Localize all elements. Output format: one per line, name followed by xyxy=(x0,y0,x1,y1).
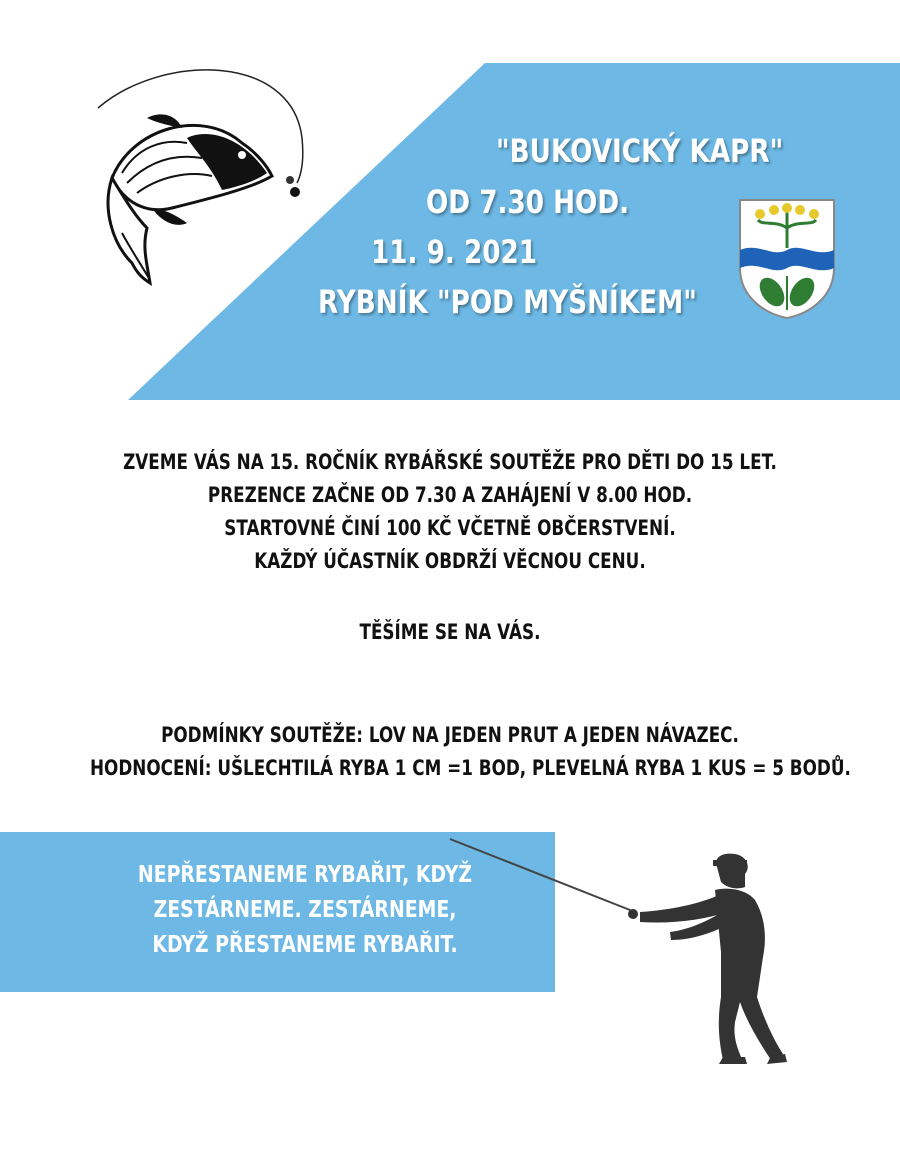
invitation-line: PREZENCE ZAČNE OD 7.30 A ZAHÁJENÍ V 8.00 HOD. xyxy=(207,483,693,507)
event-time: OD 7.30 HOD. xyxy=(426,183,630,221)
village-coat-of-arms-icon xyxy=(738,198,836,320)
rules-line: HODNOCENÍ: UŠLECHTILÁ RYBA 1 CM =1 BOD, PLEVELNÁ RYBA 1 KUS = 5 BODŮ. xyxy=(90,756,851,780)
invitation-line: ZVEME VÁS NA 15. ROČNÍK RYBÁŘSKÉ SOUTĚŽE PRO DĚTI DO 15 LET. xyxy=(123,450,777,474)
greeting-text: TĚŠÍME SE NA VÁS. xyxy=(359,620,541,644)
quote-line: NEPŘESTANEME RYBAŘIT, KDYŽ xyxy=(137,862,473,888)
greeting xyxy=(0,616,900,649)
carp-fish-icon xyxy=(92,58,312,288)
quote-line: ZESTÁRNEME. ZESTÁRNEME, xyxy=(153,897,457,923)
quote-line: KDYŽ PŘESTANEME RYBAŘIT. xyxy=(152,932,458,958)
invitation-line: KAŽDÝ ÚČASTNÍK OBDRŽÍ VĚCNOU CENU. xyxy=(254,549,646,573)
event-date: 11. 9. 2021 xyxy=(371,233,538,271)
invitation-block xyxy=(0,446,900,578)
rules-block xyxy=(0,719,900,785)
event-title: "BUKOVICKÝ KAPR" xyxy=(496,132,784,170)
invitation-line: STARTOVNÉ ČINÍ 100 KČ VČETNĚ OBČERSTVENÍ. xyxy=(224,516,676,540)
event-place: RYBNÍK "POD MYŠNÍKEM" xyxy=(318,283,697,321)
rules-line: PODMÍNKY SOUTĚŽE: LOV NA JEDEN PRUT A JEDEN NÁVAZEC. xyxy=(161,723,739,747)
fisherman-silhouette-icon xyxy=(445,832,795,1067)
